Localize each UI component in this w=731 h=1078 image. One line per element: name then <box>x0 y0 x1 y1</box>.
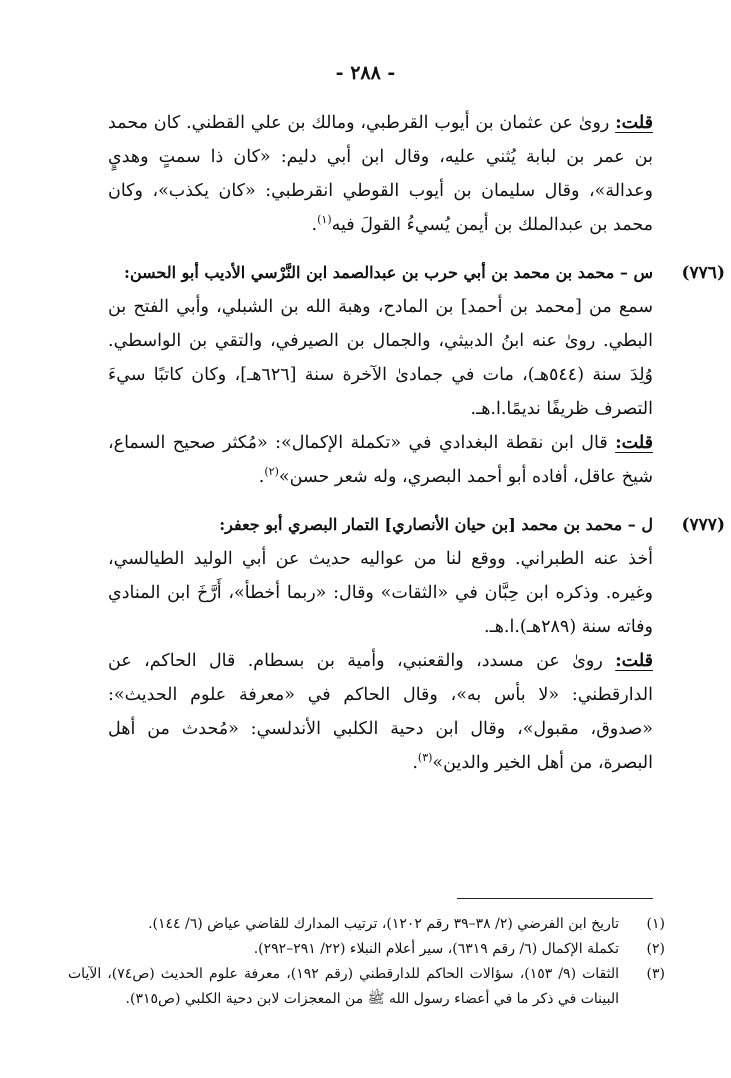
paragraph-end: . <box>412 753 418 773</box>
entry-body-777: أخذ عنه الطبراني. ووقع لنا من عواليه حديث عن أبي الوليد الطيالسي، وغيره. وذكره ابن حِبَّان في «الثقات» وقال: «ربما أخطأ»، أَرَّخَ ابن المنادي وفاته سنة (٢٨٩هـ).ا.هـ. <box>108 549 653 637</box>
footnotes <box>68 912 665 1012</box>
note-paragraph-3 <box>108 644 653 780</box>
paragraph-text: روىٰ عن مسدد، والقعنبي، وأمية بن بسطام. قال الحاكم، عن الدارقطني: «لا بأس به»، وقال الحاكم في «معرفة علوم الحديث»: «صدوق، مقبول»، وقال ابن دحية الكلبي الأندلسي: «مُحدث من أهل البصرة، من أهل الخير والدين» <box>108 651 653 773</box>
note-paragraph-2 <box>108 426 653 494</box>
footnote-number: (٣) <box>646 966 665 982</box>
footnote-divider <box>457 898 653 899</box>
footnote-ref: (٣) <box>417 751 433 765</box>
footnote-number: (١) <box>646 916 665 932</box>
note-label: قلت: <box>615 113 653 133</box>
footnote-text: الثقات (٩/ ١٥٣)، سؤالات الحاكم للدارقطني (رقم ١٩٢)، معرفة علوم الحديث (ص٧٤)، الآيات البينات في ذكر ما في أعضاء رسول الله ﷺ من المعجزات لابن دحية الكلبي (ص٣١٥). <box>68 966 620 1007</box>
paragraph-end: . <box>258 467 265 487</box>
entry-heading-text: س – محمد بن محمد بن أبي حرب بن عبدالصمد ابن النَّرْسي الأديب أبو الحسن: <box>124 263 653 282</box>
footnote-2 <box>68 937 665 962</box>
paragraph-text: قال ابن نقطة البغدادي في «تكملة الإكمال»: «مُكثر صحيح السماع، شيخ عاقل، أفاده أبو أحمد البصري، وله شعر حسن» <box>108 433 653 487</box>
footnote-text: تكملة الإكمال (٦/ رقم ٦٣١٩)، سير أعلام النبلاء (٢٢/ ٢٩١–٢٩٢). <box>253 941 619 957</box>
entry-heading-text: ل – محمد بن محمد [بن حيان الأنصاري] التمار البصري أبو جعفر: <box>219 515 653 534</box>
note-label: قلت: <box>615 651 653 671</box>
footnote-number: (٢) <box>646 941 665 957</box>
entry-heading-776 <box>108 256 725 290</box>
note-label: قلت: <box>615 433 653 453</box>
main-text <box>108 106 725 780</box>
footnote-ref: (١) <box>317 213 332 227</box>
entry-number: (٧٧٦) <box>681 263 725 283</box>
paragraph-text: روىٰ عن عثمان بن أيوب القرطبي، ومالك بن علي القطني. كان محمد بن عمر بن لبابة يُثني عليه، وقال ابن أبي دليم: «كان ذا سمتٍ وهديٍ وعدالة»، وقال سليمان بن أيوب القوطي انقرطبي: «كان يكذب»، وكان محمد بن عبدالملك بن أيمن يُسيءُ القولَ فيه <box>108 113 653 235</box>
page-number: - ٢٨٨ - <box>335 62 396 84</box>
entry-body-776: سمع من [محمد بن أحمد] بن المادح، وهبة الله بن الشبلي، وأبي الفتح بن البطي. روىٰ عنه ابنُ الدبيثي، والجمال بن الصيرفي، والتقي بن الواسطي. وُلِدَ سنة (٥٤٤هـ)، مات في جمادىٰ الآخرة سنة [٦٢٦هـ]، وكان كاتبًا سيءَ التصرف ظريفًا نديمًا.ا.هـ. <box>108 297 653 419</box>
footnote-text: تاريخ ابن الفرضي (٢/ ٣٨–٣٩ رقم ١٢٠٢)، ترتيب المدارك للقاضي عياض (٦/ ١٤٤). <box>148 916 619 932</box>
entry-heading-777 <box>108 508 725 542</box>
note-paragraph-1 <box>108 106 653 242</box>
paragraph-end: . <box>311 215 318 235</box>
footnote-1 <box>68 912 665 937</box>
footnote-ref: (٢) <box>264 465 279 479</box>
entry-number: (٧٧٧) <box>681 515 725 535</box>
footnote-3 <box>68 962 665 1012</box>
